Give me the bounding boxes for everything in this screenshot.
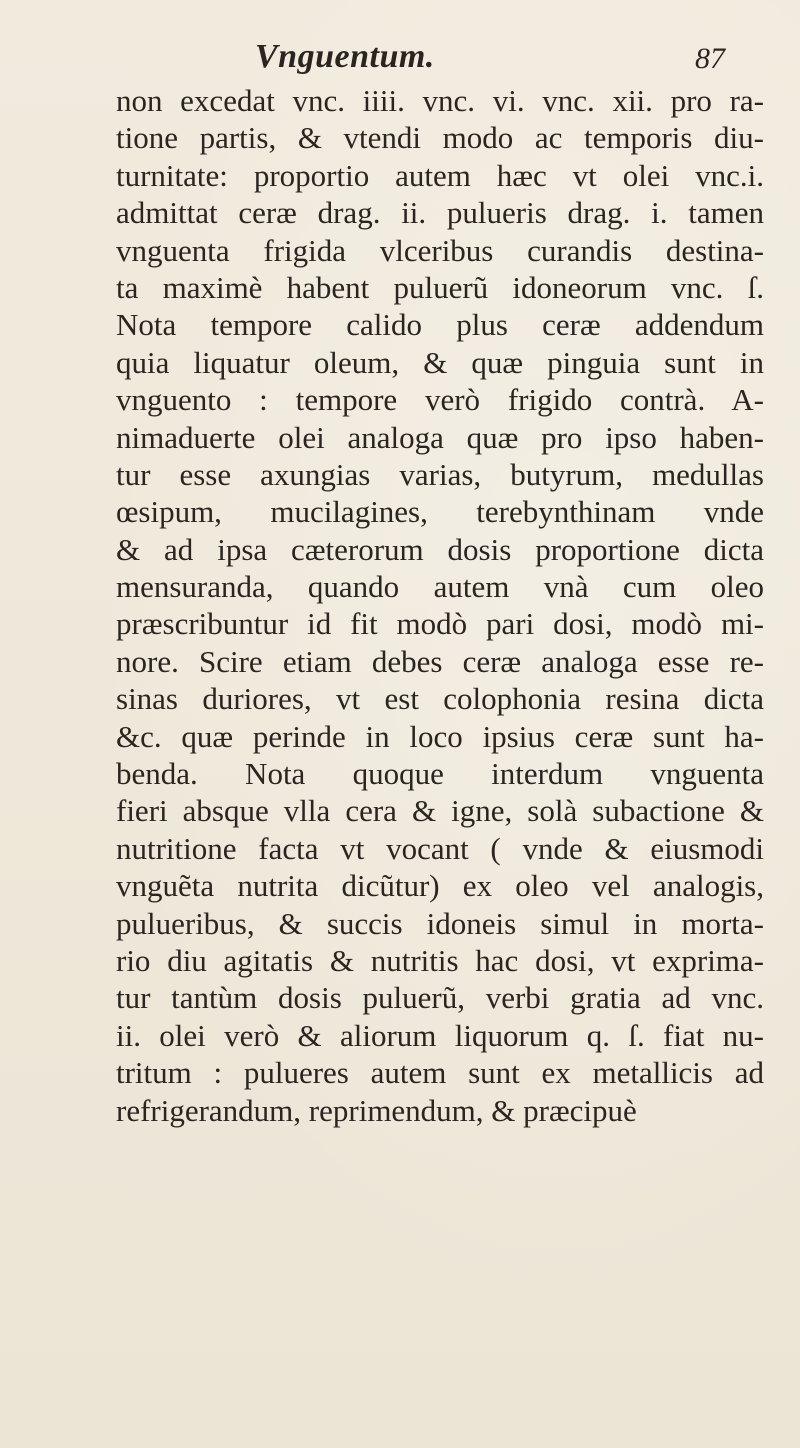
text-line: turnitate: proportio autem hæc vt olei vnc.i. (116, 157, 764, 193)
text-line: Nota tempore calido plus ceræ addendum (116, 307, 764, 343)
text-line: vnguẽta nutrita dicũtur) ex oleo vel analogis, (116, 868, 764, 904)
text-line: benda. Nota quoque interdum vnguenta (116, 756, 764, 792)
body-text (116, 82, 764, 1129)
text-line: tur esse axungias varias, butyrum, medullas (116, 456, 764, 492)
text-line: sinas duriores, vt est colophonia resina dicta (116, 681, 764, 717)
text-line: non excedat vnc. iiii. vnc. vi. vnc. xii. pro ra- (116, 83, 764, 118)
text-line: fieri absque vlla cera & igne, solà subactione & (116, 793, 764, 829)
page-number: 87 (695, 42, 725, 75)
text-line: &c. quæ perinde in loco ipsius ceræ sunt ha- (116, 718, 764, 754)
text-line: vnguento : tempore verò frigido contrà. A- (116, 382, 764, 418)
text-line: œsipum, mucilagines, terebynthinam vnde (116, 494, 764, 530)
text-line: refrigerandum, reprimendum, & præcipuè (116, 1092, 637, 1128)
text-line: tur tantùm dosis puluerũ, verbi gratia ad vnc. (116, 980, 764, 1016)
text-line: nutritione facta vt vocant ( vnde & eiusmodi (116, 830, 764, 866)
text-line: admittat ceræ drag. ii. pulueris drag. i. tamen (116, 195, 764, 231)
text-line: tione partis, & vtendi modo ac temporis diu- (116, 120, 764, 156)
text-line: ta maximè habent puluerũ idoneorum vnc. ſ. (116, 269, 764, 305)
text-line: ii. olei verò & aliorum liquorum q. ſ. fiat nu- (116, 1017, 764, 1053)
text-line: præscribuntur id fit modò pari dosi, modò mi- (116, 606, 764, 642)
text-line: pulueribus, & succis idoneis simul in morta- (116, 905, 764, 941)
text-line: mensuranda, quando autem vnà cum oleo (116, 569, 764, 605)
running-title: Vnguentum. (255, 38, 435, 75)
text-line: & ad ipsa cæterorum dosis proportione dicta (116, 531, 764, 567)
text-line: quia liquatur oleum, & quæ pinguia sunt in (116, 344, 764, 380)
running-head (255, 38, 725, 88)
text-line: nore. Scire etiam debes ceræ analoga esse re- (116, 643, 764, 679)
text-line: vnguenta frigida vlceribus curandis destina- (116, 232, 764, 268)
text-line: tritum : pulueres autem sunt ex metallicis ad (116, 1055, 764, 1091)
text-line: nimaduerte olei analoga quæ pro ipso haben- (116, 419, 764, 455)
text-line: rio diu agitatis & nutritis hac dosi, vt exprima- (116, 942, 764, 978)
